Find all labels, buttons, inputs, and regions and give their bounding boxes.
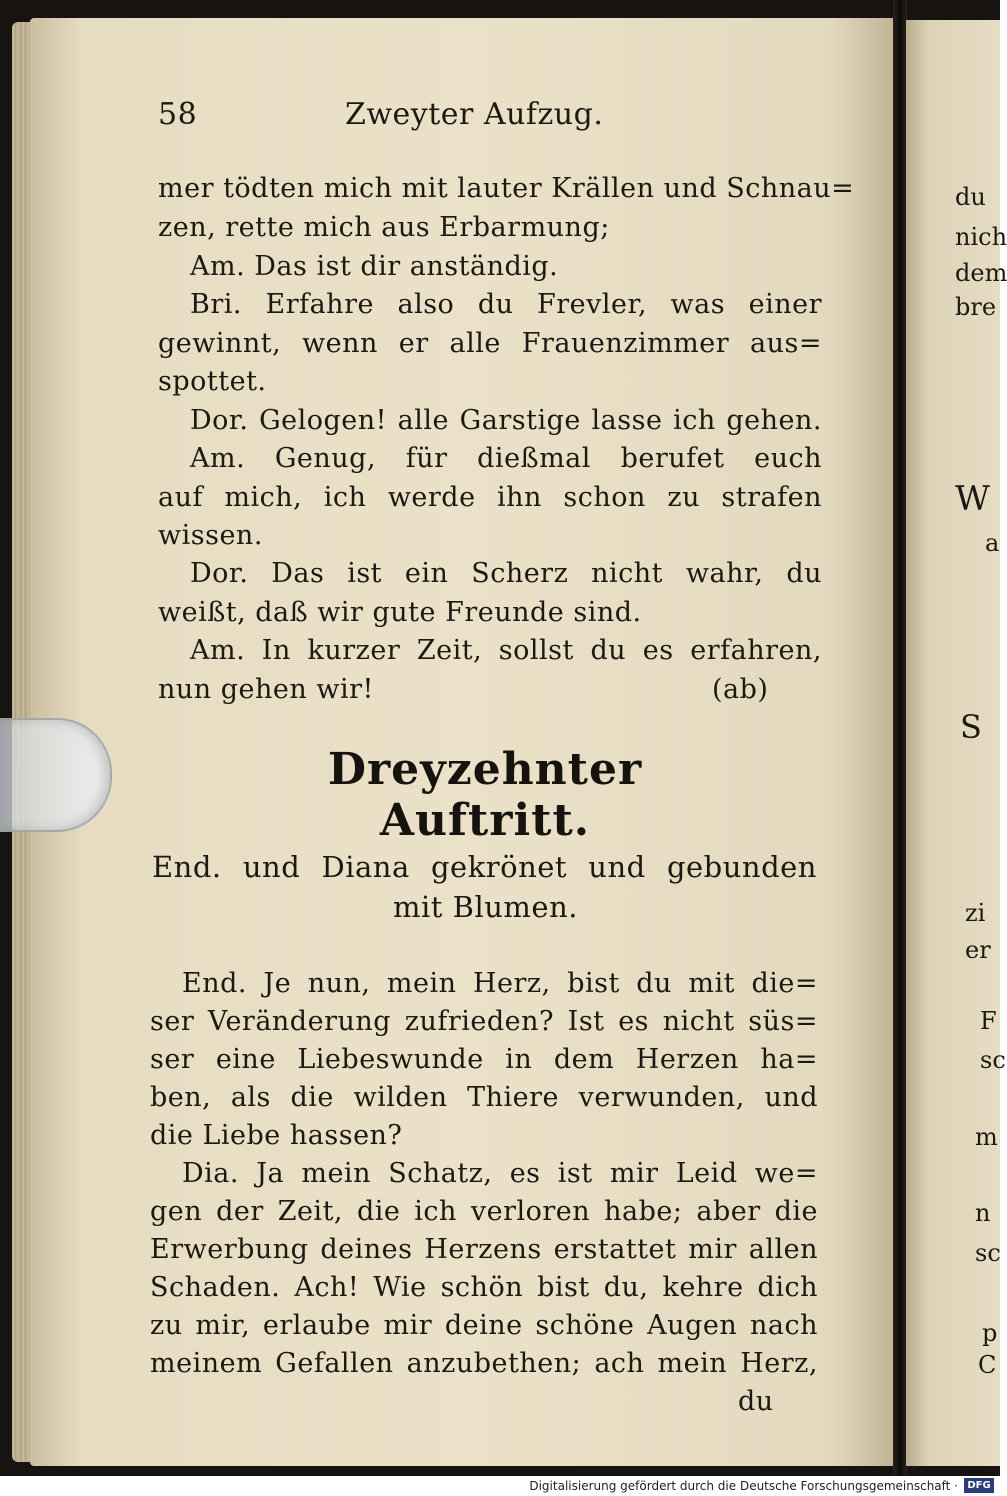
text-line: Erwerbung deines Herzens erstattet mir allen (150, 1234, 818, 1265)
text-line: zu mir, erlaube mir deine schöne Augen nach (150, 1310, 818, 1341)
right-page-fragment: sc (975, 1239, 1001, 1267)
digitization-credit: Digitalisierung gefördert durch die Deutsche Forschungsgemeinschaft · (529, 1479, 958, 1493)
text-line: Schaden. Ach! Wie schön bist du, kehre dich (150, 1272, 818, 1303)
text-line: die Liebe hassen? (150, 1120, 403, 1151)
right-page-fragment: a (985, 529, 1000, 557)
text-line: weißt, daß wir gute Freunde sind. (158, 597, 642, 628)
text-line: ser eine Liebeswunde in dem Herzen ha= (150, 1044, 818, 1075)
stage-direction: End. und Diana gekrönet und gebunden (152, 850, 817, 884)
text-line: nun gehen wir! (158, 674, 374, 705)
text-line: meinem Gefallen anzubethen; ach mein Herz, (150, 1348, 818, 1379)
running-head: Zweyter Aufzug. (345, 97, 604, 132)
right-page-fragment: dem (955, 259, 1007, 287)
text-line: wissen. (158, 520, 263, 551)
right-page-fragment: p (982, 1319, 998, 1347)
text-line: Bri. Erfahre also du Frevler, was einer (190, 289, 822, 320)
right-page-fragment: du (955, 183, 986, 211)
right-page-fragment: m (975, 1123, 998, 1151)
text-line: Dor. Gelogen! alle Garstige lasse ich gehen. (190, 405, 822, 436)
text-line: End. Je nun, mein Herz, bist du mit die= (182, 968, 818, 999)
exit-direction: (ab) (712, 674, 769, 705)
text-line: Am. In kurzer Zeit, sollst du es erfahren, (190, 635, 822, 666)
text-line: Dia. Ja mein Schatz, es ist mir Leid we= (182, 1158, 818, 1189)
right-page-fragment: F (980, 1007, 997, 1035)
text-line: ben, als die wilden Thiere verwunden, und (150, 1082, 818, 1113)
right-page-fragment: bre (955, 293, 997, 321)
book-gutter (893, 0, 907, 1476)
right-page-fragment: er (965, 936, 991, 964)
text-line: spottet. (158, 366, 267, 397)
dfg-logo: DFG (964, 1478, 994, 1493)
right-page-fragment: C (978, 1351, 997, 1379)
catchword: du (738, 1386, 774, 1417)
text-line: mer tödten mich mit lauter Krällen und Schnau= (158, 173, 855, 204)
right-page-fragment: nich (955, 223, 1007, 251)
text-line: zen, rette mich aus Erbarmung; (158, 212, 610, 243)
text-line: gewinnt, wenn er alle Frauenzimmer aus= (158, 328, 822, 359)
right-page-fragment: S (960, 708, 982, 746)
right-page-fragment: zi (965, 899, 986, 927)
text-line: Am. Das ist dir anständig. (190, 251, 559, 282)
right-page-fragment: W (955, 479, 990, 519)
text-line: gen der Zeit, die ich verloren habe; aber die (150, 1196, 818, 1227)
text-line: Dor. Das ist ein Scherz nicht wahr, du (190, 558, 822, 589)
right-page-fragment: sc (980, 1046, 1006, 1074)
text-line: auf mich, ich werde ihn schon zu strafen (158, 482, 822, 513)
stage-direction: mit Blumen. (393, 890, 578, 924)
text-line: Am. Genug, für dießmal berufet euch (190, 443, 822, 474)
page-clip (0, 718, 112, 832)
page-number: 58 (158, 97, 198, 132)
scene-title: Dreyzehnter Auftritt. (327, 744, 643, 846)
right-page-fragment: n (975, 1199, 991, 1227)
text-line: ser Veränderung zufrieden? Ist es nicht süs= (150, 1006, 818, 1037)
